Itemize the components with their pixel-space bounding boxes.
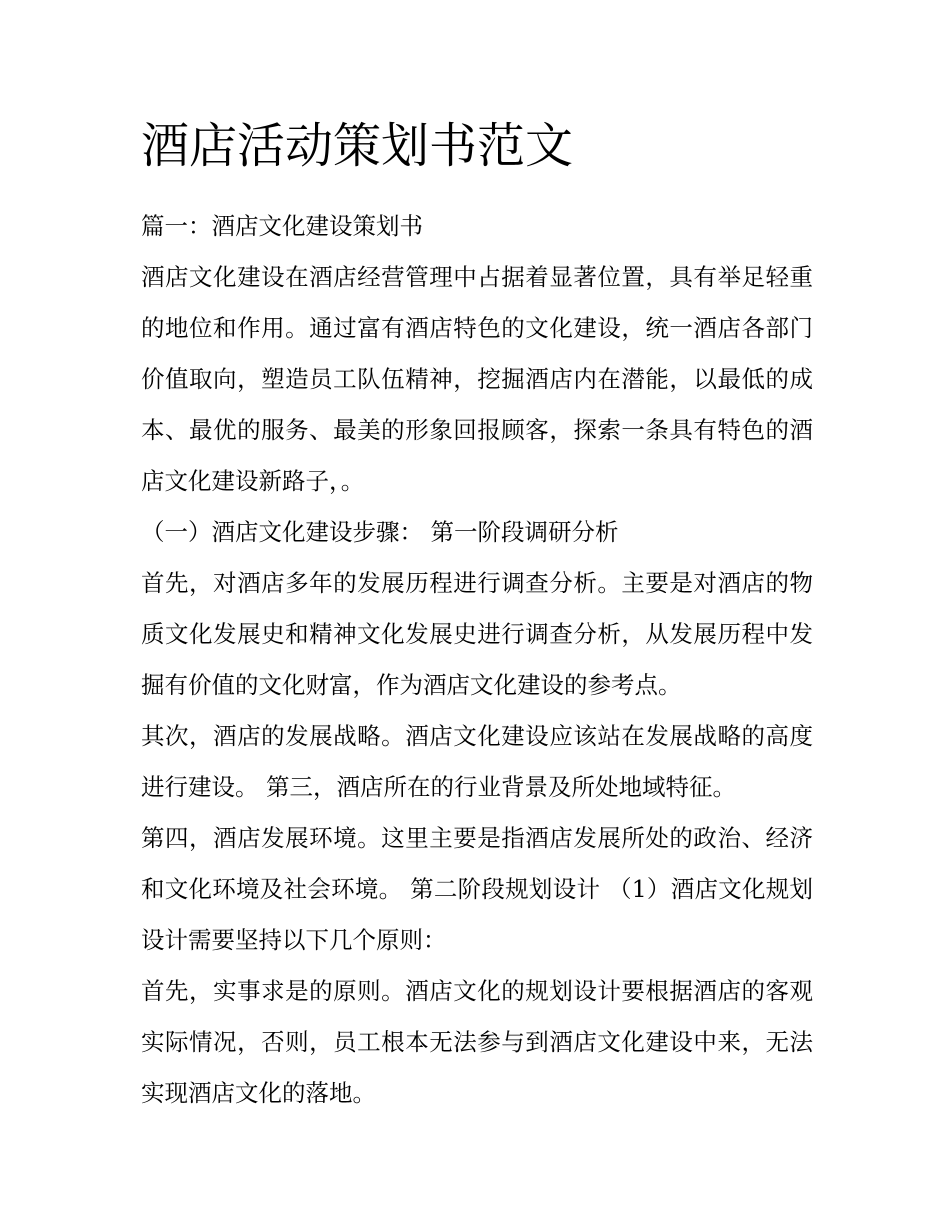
document-body: [141, 113, 813, 1119]
paragraph: 第四，酒店发展环境。这里主要是指酒店发展所处的政治、经济和文化环境及社会环境。 第二阶段规划设计 （1）酒店文化规划设计需要坚持以下几个原则：: [141, 824, 813, 954]
document-title: 酒店活动策划书范文: [141, 118, 574, 174]
paragraph: 首先，对酒店多年的发展历程进行调查分析。主要是对酒店的物质文化发展史和精神文化发展史进行调查分析，从发展历程中发掘有价值的文化财富，作为酒店文化建设的参考点。: [141, 569, 813, 699]
subsection-heading: （一）酒店文化建设步骤： 第一阶段调研分析: [141, 518, 619, 546]
paragraph: 其次，酒店的发展战略。酒店文化建设应该站在发展战略的高度进行建设。 第三，酒店所在的行业背景及所处地域特征。: [141, 722, 813, 801]
paragraph: 首先，实事求是的原则。酒店文化的规划设计要根据酒店的客观实际情况，否则，员工根本无法参与到酒店文化建设中来，无法实现酒店文化的落地。: [141, 977, 813, 1107]
paragraph: 酒店文化建设在酒店经营管理中占据着显著位置，具有举足轻重的地位和作用。通过富有酒店特色的文化建设，统一酒店各部门价值取向，塑造员工队伍精神，挖掘酒店内在潜能，以最低的成本、最优的服务、最美的形象回报顾客，探索一条具有特色的酒店文化建设新路子，。: [141, 263, 813, 495]
section-heading: 篇一：酒店文化建设策划书: [141, 212, 423, 240]
